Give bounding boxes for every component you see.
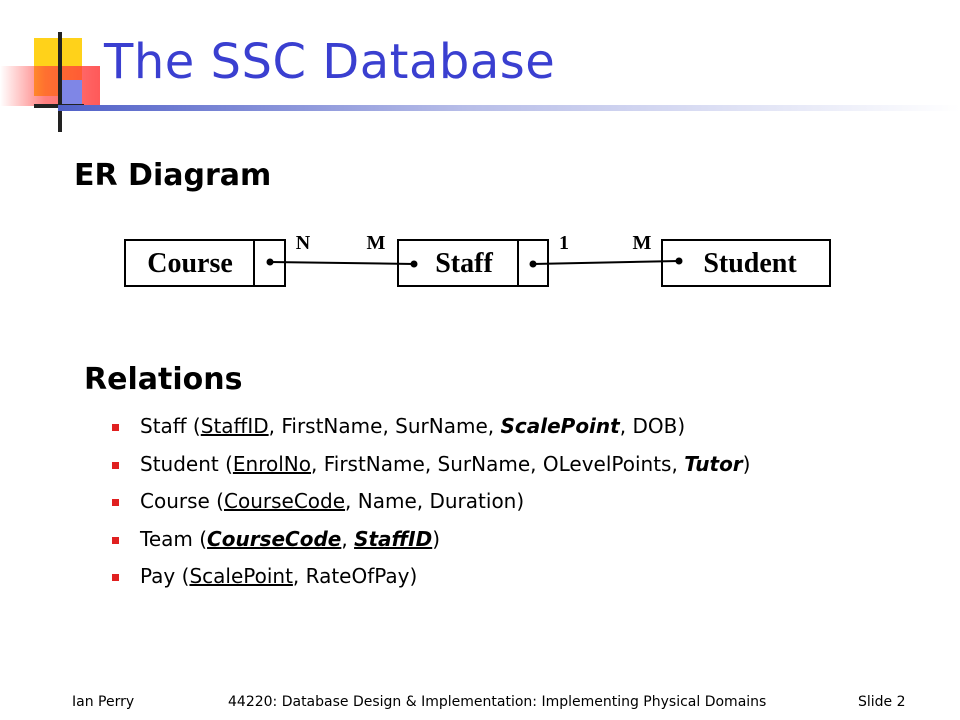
entity-course <box>125 240 285 286</box>
open-paren: ( <box>218 451 233 476</box>
primary-key-attribute: CourseCode <box>224 489 346 513</box>
foreign-key-attribute: ScalePoint <box>500 414 620 438</box>
relations-heading: Relations <box>84 362 243 397</box>
entity-student-label: Student <box>703 248 797 279</box>
footer-course: 44220: Database Design & Implementation: Implementing Physical Domains <box>228 694 767 710</box>
bullet-icon <box>112 424 119 431</box>
cardinality-1: 1 <box>559 232 569 254</box>
primary-key-attribute: StaffID <box>354 526 433 551</box>
attribute: RateOfPay <box>305 564 410 588</box>
open-paren: ( <box>186 414 201 438</box>
entity-staff <box>398 240 548 286</box>
entity-student <box>662 240 830 286</box>
connector-dot <box>267 259 274 266</box>
primary-key-attribute: ScalePoint <box>189 564 293 588</box>
bullet-icon <box>112 537 119 544</box>
open-paren: ( <box>175 564 190 588</box>
relation-name: Course <box>140 489 210 513</box>
footer-slide-number: Slide 2 <box>858 694 906 710</box>
slide-title: The SSC Database <box>104 34 556 90</box>
open-paren: ( <box>209 489 224 513</box>
relation-item: Student (EnrolNo, FirstName, SurName, OLevelPoints, Tutor) <box>112 446 750 484</box>
er-heading: ER Diagram <box>74 158 272 193</box>
connector-dot <box>411 261 418 268</box>
attribute: FirstName <box>281 414 383 438</box>
open-paren: ( <box>192 526 208 551</box>
connector-dot <box>530 261 537 268</box>
relation-item: Staff (StaffID, FirstName, SurName, ScalePoint, DOB) <box>112 408 750 446</box>
relationship-course-staff <box>267 232 418 268</box>
bullet-icon <box>112 574 119 581</box>
cardinality-m: M <box>632 232 652 254</box>
relation-name: Team <box>140 526 193 551</box>
primary-key-attribute: EnrolNo <box>232 451 311 476</box>
entity-course-label: Course <box>147 248 233 279</box>
close-paren: ) <box>432 526 441 551</box>
relations-list <box>112 408 750 596</box>
relation-name: Pay <box>140 564 176 588</box>
bullet-icon <box>112 499 119 506</box>
relation-name: Student <box>140 451 219 476</box>
footer-author: Ian Perry <box>72 694 135 710</box>
cardinality-m: M <box>366 232 386 254</box>
close-paren: ) <box>677 414 686 438</box>
bullet-icon <box>112 462 119 469</box>
connector-dot <box>676 258 683 265</box>
relation-item: Team (CourseCode, StaffID) <box>112 521 750 559</box>
attribute: OLevelPoints <box>542 451 672 476</box>
attribute: SurName <box>437 451 531 476</box>
attribute: SurName <box>395 414 488 438</box>
er-diagram <box>0 0 960 320</box>
relationship-staff-student <box>530 232 683 268</box>
cardinality-n: N <box>295 232 311 254</box>
attribute: FirstName <box>323 451 425 476</box>
relation-item: Course (CourseCode, Name, Duration) <box>112 483 750 521</box>
close-paren: ) <box>516 489 525 513</box>
attribute: Name <box>357 489 417 513</box>
relation-name: Staff <box>140 414 187 438</box>
attribute: Duration <box>429 489 517 513</box>
entity-staff-label: Staff <box>435 248 493 279</box>
relation-item: Pay (ScalePoint, RateOfPay) <box>112 558 750 596</box>
close-paren: ) <box>742 451 751 476</box>
primary-key-attribute: CourseCode <box>207 526 342 551</box>
attribute: DOB <box>632 414 678 438</box>
foreign-key-attribute: Tutor <box>684 451 743 476</box>
primary-key-attribute: StaffID <box>200 414 269 438</box>
close-paren: ) <box>409 564 418 588</box>
